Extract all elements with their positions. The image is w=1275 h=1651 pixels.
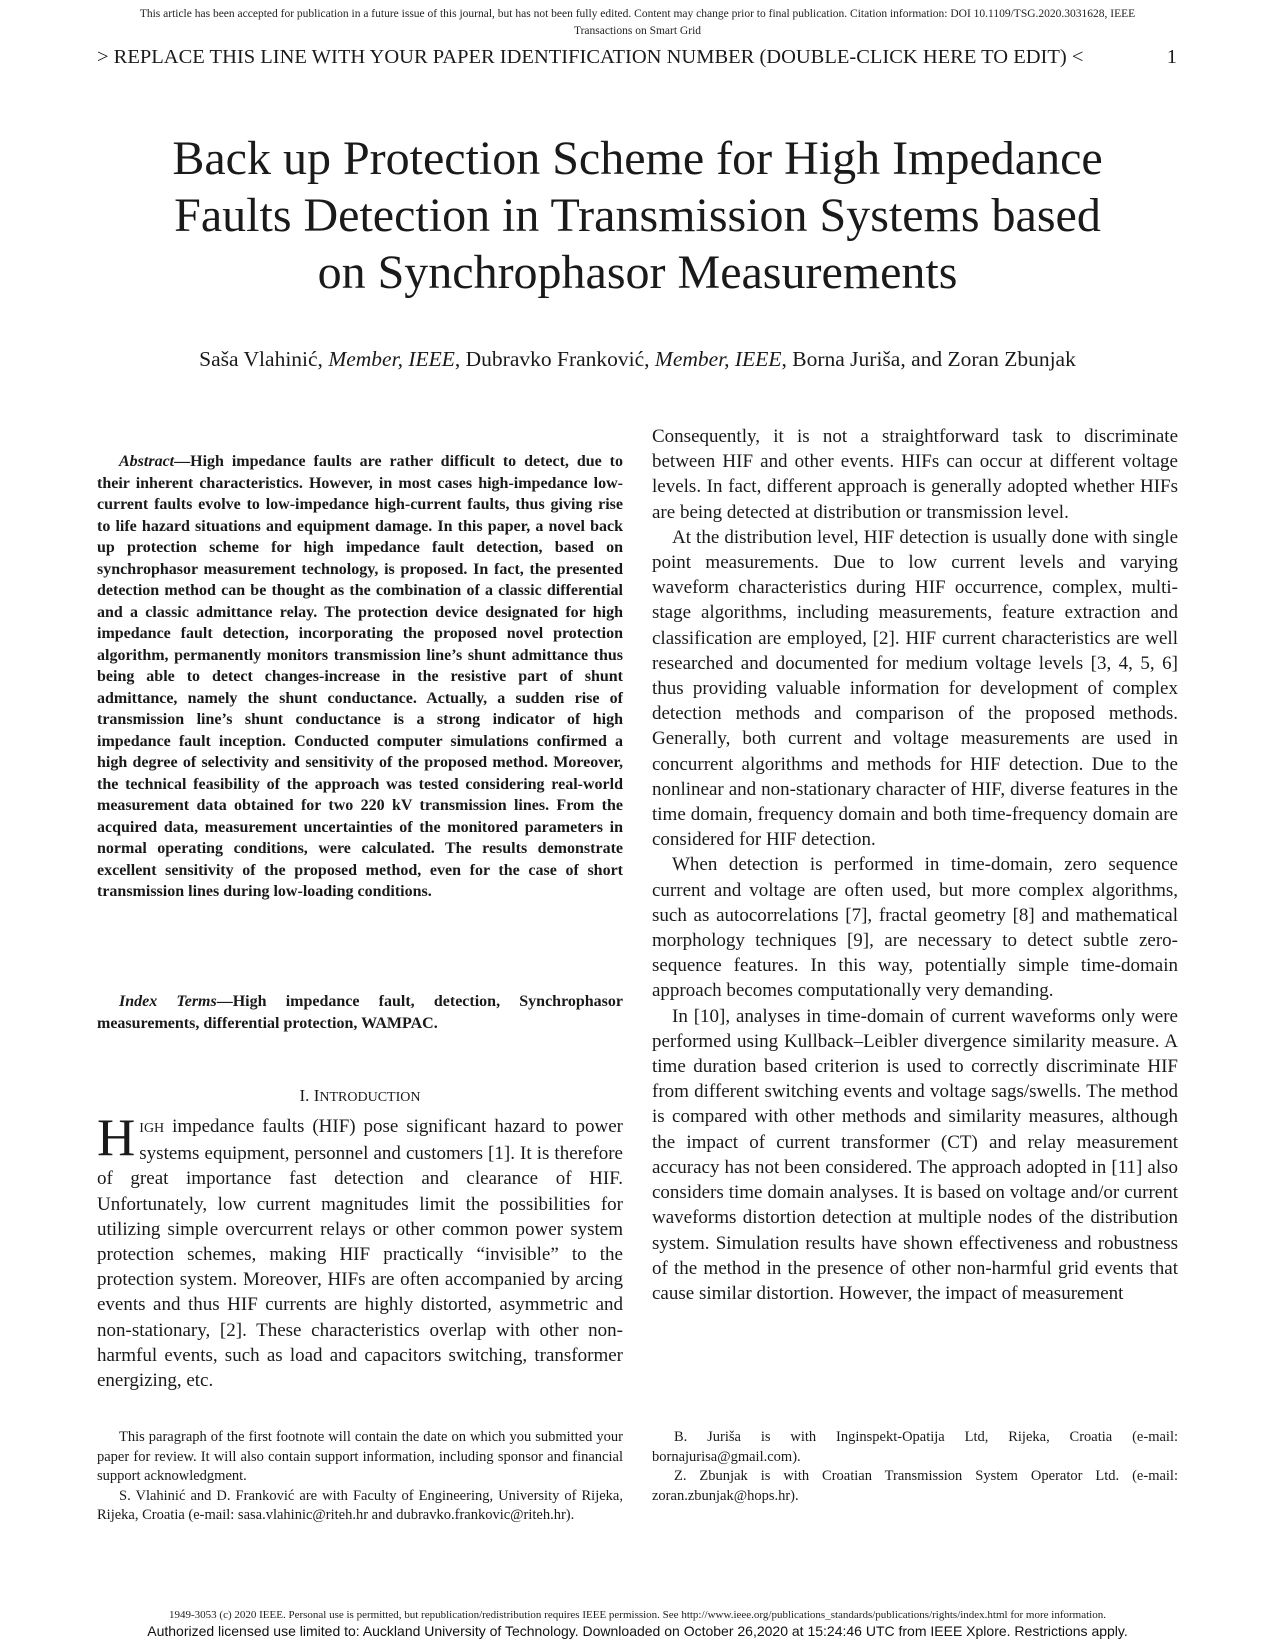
right-paragraph-4: In [10], analyses in time-domain of current waveforms only were performed using Kullback–Leibler divergence similarity measure. A time duration based criterion is used to correctly discriminate HIF from different switching events and voltage sags/swells. The method is compared with other methods and similarity measures, although the impact of current transformer (CT) and relay measurement accuracy has not been considered. The approach adopted in [11] also considers time domain analyses. It is based on voltage and/or current waveforms distortion detection at multiple nodes of the distribution system. Simulation results have shown effectiveness and robustness of the method in the presence of other non-harmful grid events that cause similar distortion. However, the impact of measurement [652, 1005, 1178, 1304]
abstract-text: High impedance faults are rather difficult to detect, due to their inherent characteristics. However, in most cases high-impedance low-current faults evolve to low-impedance high-current faults, thus giving rise to life hazard situations and equipment damage. In this paper, a novel back up protection scheme for high impedance fault detection, based on synchrophasor measurement technology, is proposed. In fact, the presented detection method can be thought as the combination of a classic differential and a classic admittance relay. The protection device designated for high impedance fault detection, incorporating the proposed novel protection algorithm, permanently monitors transmission line’s shunt admittance thus being able to detect changes-increase in the resistive part of shunt admittance, namely the shunt conductance. Actually, a sudden rise of transmission line’s shunt conductance is a strong indicator of high impedance fault inception. Conducted computer simulations confirmed a high degree of selectivity and sensitivity of the proposed method. Moreover, the technical feasibility of the approach was tested considering real-world measurement data obtained for two 220 kV transmission lines. From the acquired data, measurement uncertainties of the monitored parameters in normal operating conditions, were calculated. The results demonstrate excellent sensitivity of the proposed method, even for the case of short transmission lines during low-loading conditions. [97, 453, 623, 900]
footnote-affiliation-2: B. Juriša is with Inginspekt-Opatija Ltd, Rijeka, Croatia (e-mail: bornajurisa@gmail.com). [652, 1429, 1178, 1465]
copyright-footer: 1949-3053 (c) 2020 IEEE. Personal use is permitted, but republication/redistribution requires IEEE permission. See http://www.ieee.org/publications_standards/publications/rights/index.html for more information. [169, 1609, 1106, 1621]
abstract-dash: — [174, 453, 191, 470]
section-title-rest: NTRODUCTION [319, 1090, 421, 1105]
footnotes-right [652, 1428, 1178, 1506]
footnote-submission: This paragraph of the first footnote will contain the date on which you submitted your paper for review. It will also contain support information, including sponsor and financial support acknowledgment. [97, 1429, 623, 1484]
right-paragraph-3: When detection is performed in time-domain, zero sequence current and voltage are often used, but more complex algorithms, such as autocorrelations [7], fractal geometry [8] and mathematical morphology techniques [9], are necessary to detect subtle zero-sequence features. In this way, potentially simple time-domain approach becomes computationally very demanding. [652, 854, 1178, 1002]
intro-text: impedance faults (HIF) pose significant hazard to power systems equipment, personnel and customers [1]. It is therefore of great importance fast detection and clearance of HIF. Unfortunately, low current magnitudes limit the possibilities for utilizing simple overcurrent relays or other common power system protection schemes, making HIF practically “invisible” to the protection system. Moreover, HIFs are often accompanied by arcing events and thus HIF currents are highly distorted, asymmetric and non-stationary, [2]. These characteristics overlap with other non-harmful events, such as load and capacitors switching, transformer energizing, etc. [97, 1116, 623, 1392]
title-line-3: on Synchrophasor Measurements [317, 246, 958, 299]
title-line-2: Faults Detection in Transmission Systems based [174, 189, 1101, 242]
abstract-label: Abstract [119, 453, 175, 470]
author-1: Saša Vlahinić, [199, 347, 323, 371]
index-terms-label: Index Terms [119, 993, 217, 1010]
author-1-role: Member, IEEE [328, 347, 455, 371]
abstract [97, 451, 623, 903]
banner-line-1: This article has been accepted for publication in a future issue of this journal, but has not been fully edited. Content may change prior to final publication. Citation information: DOI 10.1109/TSG.2020.3031628, IEEE [139, 8, 1136, 20]
author-list [60, 345, 1215, 373]
author-3-4: , Borna Juriša, and Zoran Zbunjak [781, 347, 1076, 371]
introduction-paragraph [97, 1109, 623, 1393]
title-line-1: Back up Protection Scheme for High Impedance [172, 132, 1103, 185]
section-heading-introduction [97, 1085, 623, 1109]
author-2-role: Member, IEEE [654, 347, 782, 371]
section-numeral: I. [299, 1086, 310, 1105]
right-column-body [652, 424, 1178, 1306]
index-terms-text: High impedance fault, detection, Synchrophasor measurements, differential protection, WAMPAC. [97, 993, 624, 1032]
paper-title [60, 130, 1215, 301]
index-terms [97, 991, 623, 1034]
running-head-text: > REPLACE THIS LINE WITH YOUR PAPER IDENTIFICATION NUMBER (DOUBLE-CLICK HERE TO EDIT) < [97, 46, 1084, 68]
author-2: , Dubravko Franković, [454, 347, 650, 371]
publication-banner [30, 6, 1245, 40]
license-footer: Authorized licensed use limited to: Auckland University of Technology. Downloaded on October 26,2020 at 15:24:46 UTC from IEEE Xplore. Restrictions apply. [147, 1623, 1128, 1639]
index-terms-dash: — [216, 993, 233, 1010]
right-paragraph-1: Consequently, it is not a straightforward task to discriminate between HIF and other events. HIFs can occur at different voltage levels. In fact, different approach is generally adopted whether HIFs are being detected at distribution or transmission level. [652, 426, 1178, 523]
banner-line-2: Transactions on Smart Grid [573, 25, 702, 37]
drop-cap: H [97, 1109, 136, 1167]
page-number: 1 [1166, 46, 1177, 68]
right-paragraph-2: At the distribution level, HIF detection is usually done with single point measurements. Due to low current levels and varying waveform characteristics during HIF occurrence, complex, multi-stage algorithms, including measurements, feature extraction and classification are employed, [2]. HIF current characteristics are well researched and documented for medium voltage levels [3, 4, 5, 6] thus providing valuable information for development of complex detection methods and comparison of the proposed methods. Generally, both current and voltage measurements are used in concurrent algorithms and methods for HIF detection. Due to the nonlinear and non-stationary character of HIF, diverse features in the time domain, frequency domain and both time-frequency domain are considered for HIF detection. [652, 526, 1178, 851]
section-title-initial: I [313, 1086, 320, 1105]
footnote-affiliation-1: S. Vlahinić and D. Franković are with Faculty of Engineering, University of Rijeka, Rijeka, Croatia (e-mail: sasa.vlahinic@riteh.hr and dubravko.frankovic@riteh.hr). [97, 1487, 623, 1523]
intro-smallcaps: IGH [139, 1121, 165, 1136]
footnotes-left [97, 1428, 623, 1526]
footnote-affiliation-3: Z. Zbunjak is with Croatian Transmission System Operator Ltd. (e-mail: zoran.zbunjak@hops.hr). [652, 1468, 1178, 1504]
running-head [97, 44, 1177, 70]
